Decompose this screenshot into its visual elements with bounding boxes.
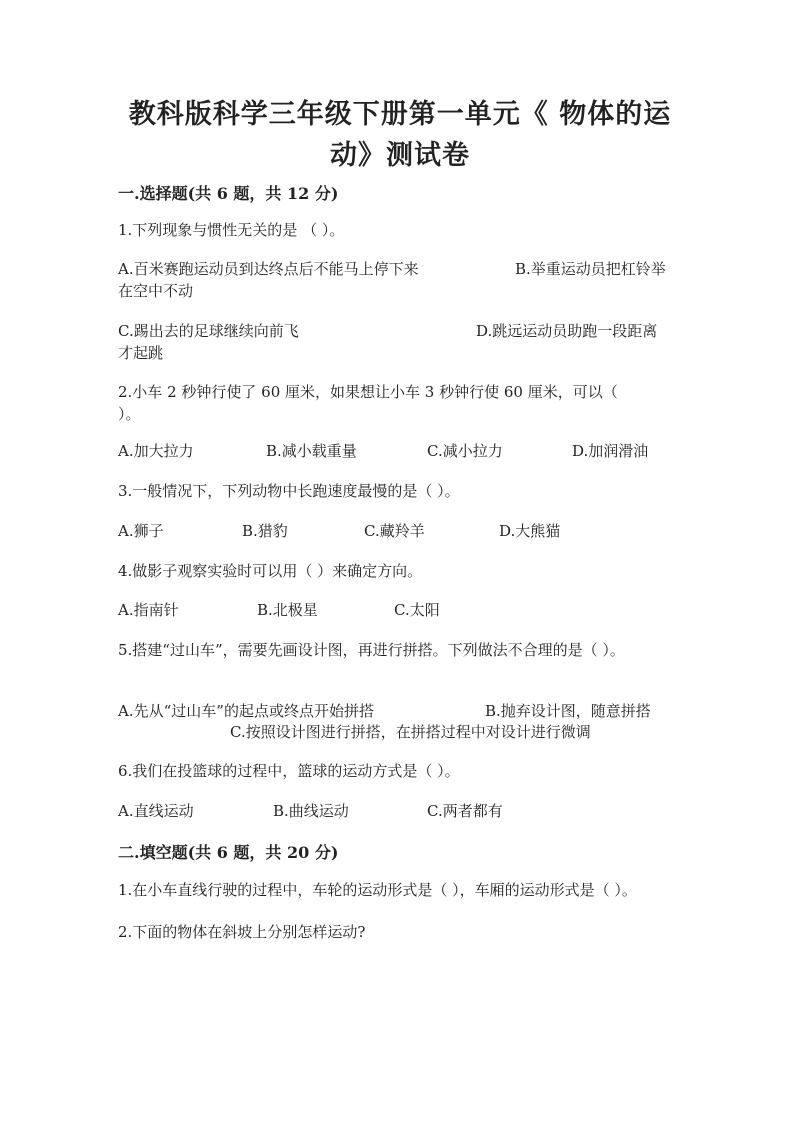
question-3-option-d: D.大熊猫 bbox=[499, 522, 561, 540]
section-heading-choice: 一.选择题(共 6 题，共 12 分) bbox=[118, 184, 339, 203]
question-2-option-d: D.加润滑油 bbox=[572, 442, 649, 460]
question-5-option-a: A.先从“过山车”的起点或终点开始拼搭 bbox=[118, 702, 374, 720]
question-1-option-b: B.举重运动员把杠铃举 bbox=[515, 260, 666, 278]
question-1-option-c: C.踢出去的足球继续向前飞 bbox=[118, 322, 299, 340]
question-4-option-a: A.指南针 bbox=[118, 601, 179, 619]
question-2-option-c: C.减小拉力 bbox=[427, 442, 503, 460]
question-5-option-b: B.抛弃设计图，随意拼搭 bbox=[485, 702, 651, 720]
question-5-stem: 5.搭建“过山车”，需要先画设计图，再进行拼搭。下列做法不合理的是（ ）。 bbox=[118, 641, 625, 659]
question-1-option-a: A.百米赛跑运动员到达终点后不能马上停下来 bbox=[118, 260, 419, 278]
question-3-stem: 3.一般情况下，下列动物中长跑速度最慢的是（ ）。 bbox=[118, 482, 460, 500]
question-4-stem: 4.做影子观察实验时可以用（ ）来确定方向。 bbox=[118, 562, 423, 580]
question-3-option-b: B.猎豹 bbox=[242, 522, 288, 540]
question-6-option-b: B.曲线运动 bbox=[273, 802, 349, 820]
fill-question-2-stem: 2.下面的物体在斜坡上分别怎样运动? bbox=[118, 923, 366, 941]
question-1-stem: 1.下列现象与惯性无关的是 （ ）。 bbox=[118, 221, 345, 239]
question-6-stem: 6.我们在投篮球的过程中，篮球的运动方式是（ ）。 bbox=[118, 762, 460, 780]
question-1-option-d-continued: 才起跳 bbox=[118, 344, 164, 362]
question-1-option-b-continued: 在空中不动 bbox=[118, 282, 194, 300]
question-2-stem: 2.小车 2 秒钟行使了 60 厘米，如果想让小车 3 秒钟行使 60 厘米，可以（ ）。 bbox=[118, 383, 618, 423]
question-3-option-c: C.藏羚羊 bbox=[364, 522, 425, 540]
question-6-option-a: A.直线运动 bbox=[118, 802, 194, 820]
question-2-option-b: B.减小载重量 bbox=[266, 442, 357, 460]
fill-question-1-stem: 1.在小车直线行驶的过程中，车轮的运动形式是（ ），车厢的运动形式是（ ）。 bbox=[118, 881, 637, 899]
question-6-option-c: C.两者都有 bbox=[427, 802, 503, 820]
question-4-option-b: B.北极星 bbox=[257, 601, 318, 619]
question-5-option-c: C.按照设计图进行拼搭，在拼搭过程中对设计进行微调 bbox=[230, 723, 591, 741]
page-title: 教科版科学三年级下册第一单元《 物体的运动》测试卷 bbox=[128, 99, 672, 171]
section-heading-fill: 二.填空题(共 6 题，共 20 分) bbox=[118, 843, 339, 862]
question-4-option-c: C.太阳 bbox=[394, 601, 440, 619]
question-2-option-a: A.加大拉力 bbox=[118, 442, 194, 460]
question-3-option-a: A.狮子 bbox=[118, 522, 164, 540]
question-1-option-d: D.跳远运动员助跑一段距离 bbox=[476, 322, 658, 340]
